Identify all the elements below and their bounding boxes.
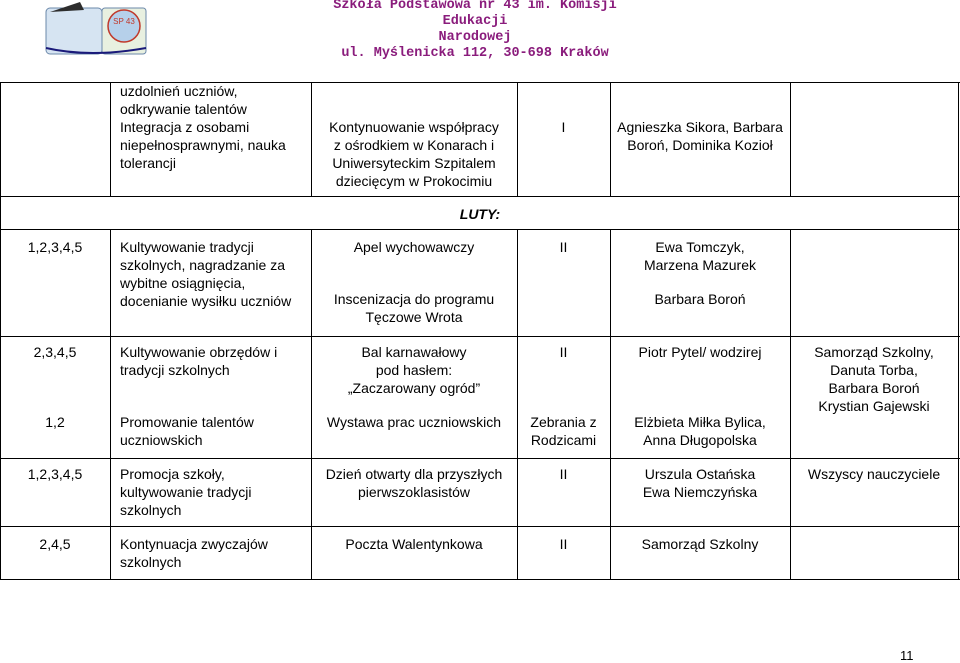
row3-goal bbox=[120, 413, 308, 449]
table-border bbox=[0, 196, 960, 197]
text-line: pod hasłem: bbox=[375, 362, 453, 378]
school-name-line1: Szkoła Podstawowa nr 43 im. Komisji Edukacji bbox=[333, 0, 617, 29]
page-number: 11 bbox=[900, 648, 914, 663]
table-border bbox=[517, 82, 518, 196]
row1-semester: II bbox=[559, 239, 568, 255]
row1-responsible bbox=[610, 238, 790, 308]
text-line: „Zaczarowany ogród” bbox=[347, 380, 481, 396]
row5-tasks: 2,4,5 bbox=[39, 536, 71, 552]
row5-goal bbox=[120, 535, 308, 571]
text-line: uzdolnień uczniów, bbox=[120, 83, 238, 99]
text-line: Barbara Boroń bbox=[828, 380, 920, 396]
row1-goal bbox=[120, 238, 308, 310]
text-line: tradycji szkolnych bbox=[120, 362, 230, 378]
text-line: szkolnych bbox=[120, 502, 182, 518]
text-line: Uniwersyteckim Szpitalem bbox=[332, 155, 496, 171]
school-name-line2: Narodowej bbox=[438, 30, 512, 45]
school-address-line: ul. Myślenicka 112, 30-698 Kraków bbox=[341, 46, 609, 61]
row4-partners: Wszyscy nauczyciele bbox=[807, 466, 941, 482]
text-line: wybitne osiągnięcia, bbox=[120, 275, 246, 291]
text-line: Inscenizacja do programu bbox=[333, 291, 495, 307]
row4-form bbox=[311, 465, 517, 501]
text-line: Rodzicami bbox=[530, 432, 597, 448]
row3-semester bbox=[517, 413, 610, 449]
school-address bbox=[300, 0, 650, 62]
row0-semester: I bbox=[561, 119, 566, 135]
table-border bbox=[0, 229, 960, 230]
row3-form: Wystawa prac uczniowskich bbox=[326, 414, 502, 430]
text-line: Barbara Boroń bbox=[654, 291, 746, 307]
row4-responsible bbox=[610, 465, 790, 501]
row0-form bbox=[311, 118, 517, 190]
text-line: Marzena Mazurek bbox=[643, 257, 757, 273]
row0-responsible bbox=[610, 118, 790, 154]
text-line: szkolnych bbox=[120, 554, 182, 570]
table-border bbox=[958, 82, 959, 196]
row5-responsible: Samorząd Szkolny bbox=[641, 536, 759, 552]
text-line: Krystian Gajewski bbox=[818, 398, 930, 414]
row2-form bbox=[311, 343, 517, 397]
text-line: szkolnych, nagradzanie za bbox=[120, 257, 285, 273]
table-border bbox=[0, 526, 960, 527]
table-border bbox=[0, 579, 960, 580]
text-line: docenianie wysiłku uczniów bbox=[120, 293, 292, 309]
table-border bbox=[0, 82, 1, 196]
text-line: Ewa Niemczyńska bbox=[642, 484, 758, 500]
table-border bbox=[790, 82, 791, 196]
row2-partners bbox=[790, 343, 958, 415]
row5-semester: II bbox=[559, 536, 568, 552]
text-line: Boroń, Dominika Kozioł bbox=[627, 137, 773, 153]
row3-responsible bbox=[610, 413, 790, 449]
text-line: Danuta Torba, bbox=[830, 362, 918, 378]
text-line: odkrywanie talentów bbox=[120, 101, 247, 117]
text-line: Zebrania z bbox=[530, 414, 597, 430]
page-header bbox=[0, 0, 960, 62]
svg-text:SP 43: SP 43 bbox=[113, 17, 135, 26]
text-line: Promocja szkoły, bbox=[120, 466, 225, 482]
text-line: Dzień otwarty dla przyszłych bbox=[325, 466, 503, 482]
text-line: Ewa Tomczyk, bbox=[655, 239, 745, 255]
row4-goal bbox=[120, 465, 308, 519]
row2-tasks: 2,3,4,5 bbox=[33, 344, 77, 360]
text-line: tolerancji bbox=[120, 155, 177, 171]
text-line: Urszula Ostańska bbox=[644, 466, 756, 482]
table-border bbox=[110, 82, 111, 196]
text-line: Anna Długopolska bbox=[643, 432, 757, 448]
text-line: Promowanie talentów bbox=[120, 414, 254, 430]
text-line: Kontynuacja zwyczajów bbox=[120, 536, 268, 552]
row2-goal bbox=[120, 343, 308, 379]
text-line: niepełnosprawnymi, nauka bbox=[120, 137, 286, 153]
row0-goal bbox=[120, 82, 306, 172]
text-line: Agnieszka Sikora, Barbara bbox=[617, 119, 783, 135]
row2-responsible: Piotr Pytel/ wodzirej bbox=[638, 344, 762, 360]
table-border bbox=[517, 229, 518, 579]
row4-semester: II bbox=[559, 466, 568, 482]
text-line: kultywowanie tradycji bbox=[120, 484, 252, 500]
text-line: Kultywowanie tradycji bbox=[120, 239, 254, 255]
row1-form bbox=[311, 238, 517, 326]
text-line: Apel wychowawczy bbox=[353, 239, 475, 255]
school-logo bbox=[40, 0, 150, 58]
row1-tasks: 1,2,3,4,5 bbox=[27, 239, 83, 255]
table-border bbox=[110, 229, 111, 579]
row3-tasks: 1,2 bbox=[45, 414, 65, 430]
row2-semester: II bbox=[559, 344, 568, 360]
text-line: z ośrodkiem w Konarach i bbox=[333, 137, 495, 153]
text-line: Elżbieta Miłka Bylica, bbox=[634, 414, 766, 430]
text-line: Kultywowanie obrzędów i bbox=[120, 344, 278, 360]
spacer bbox=[311, 256, 517, 290]
text-line: Kontynuowanie współpracy bbox=[329, 119, 499, 135]
table-border bbox=[0, 458, 960, 459]
table-border bbox=[958, 229, 959, 579]
text-line: pierwszoklasistów bbox=[357, 484, 471, 500]
row4-tasks: 1,2,3,4,5 bbox=[27, 466, 83, 482]
text-line: uczniowskich bbox=[120, 432, 203, 448]
row5-form: Poczta Walentynkowa bbox=[345, 536, 483, 552]
text-line: Integracja z osobami bbox=[120, 119, 250, 135]
month-heading: LUTY: bbox=[459, 206, 501, 222]
text-line: dziecięcym w Prokocimiu bbox=[335, 173, 493, 189]
table-border bbox=[0, 229, 1, 579]
table-border bbox=[0, 336, 960, 337]
text-line: Samorząd Szkolny, bbox=[814, 344, 934, 360]
text-line: Bal karnawałowy bbox=[361, 344, 467, 360]
text-line: Tęczowe Wrota bbox=[365, 309, 463, 325]
spacer bbox=[610, 274, 790, 290]
